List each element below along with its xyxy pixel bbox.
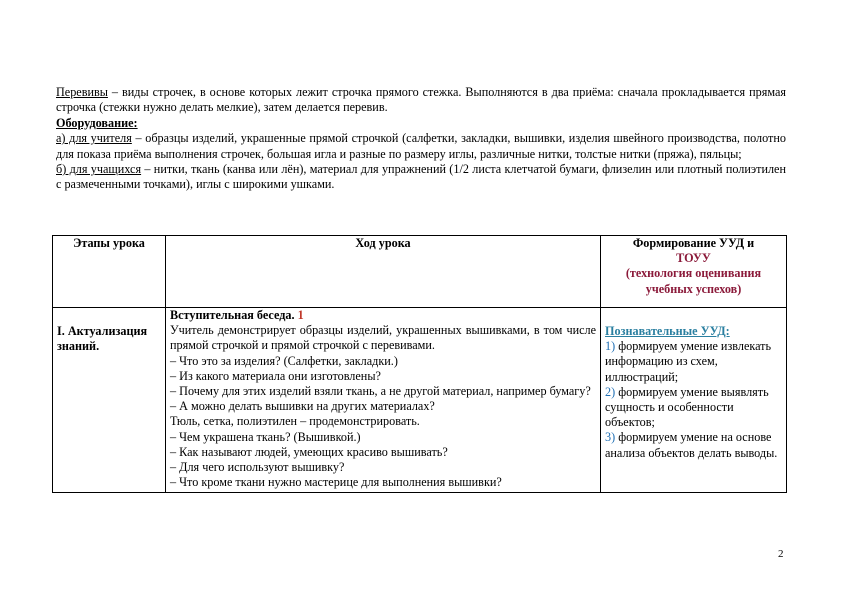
- equipment-teacher: [56, 131, 786, 162]
- equipment-students: [56, 162, 786, 193]
- uud-item-number: 3): [605, 430, 616, 445]
- course-title-number: 1: [297, 308, 304, 322]
- students-label: б) для учащихся: [56, 162, 142, 177]
- uud-item-number: 2): [605, 384, 616, 399]
- teacher-text: – образцы изделий, украшенные прямой строчкой (салфетки, закладки, вышивки, изделия швейного производства, полотно для показа приёма выполнения строчек, большая игла и разные по размеру иглы, различные нитки, толстые нитки (пряжа), пяльцы;: [56, 131, 786, 161]
- term-perevivy: Перевивы: [56, 85, 108, 99]
- lesson-table: [52, 235, 787, 493]
- uud-cell: [601, 308, 787, 493]
- list-item: – Почему для этих изделий взяли ткань, а не другой материал, например бумагу?: [170, 384, 591, 399]
- uud-title: Познавательные УУД:: [605, 324, 730, 338]
- list-item: – Что кроме ткани нужно мастерице для выполнения вышивки?: [170, 475, 502, 490]
- list-item: – А можно делать вышивки на других материалах?: [170, 399, 435, 414]
- list-item: – Для чего используют вышивку?: [170, 460, 345, 475]
- list-item: – Из какого материала они изготовлены?: [170, 368, 381, 383]
- header-touu-desc: (технология оценивания учебных успехов): [625, 266, 762, 296]
- uud-item: [605, 430, 782, 460]
- course-cell: [166, 308, 601, 493]
- pereviv-definition: – виды строчек, в основе которых лежит строчка прямого стежка. Выполняются в два приёма: сначала прокладывается прямая строчка (стежки нужно делать мелкие), затем делается перевив.: [56, 85, 786, 115]
- stage-label: I. Актуализация знаний.: [57, 324, 148, 354]
- table-row: [53, 308, 787, 493]
- page-number: 2: [778, 548, 784, 560]
- course-intro: Учитель демонстрирует образцы изделий, украшенных вышивками, в том числе прямой строчкой и прямой строчкой с перевивами.: [170, 323, 596, 353]
- header-uud-line1: Формирование УУД и: [632, 236, 755, 250]
- paragraph-pereviv: [56, 85, 786, 116]
- uud-item-text: формируем умение выявлять сущность и особенности объектов;: [605, 384, 769, 430]
- uud-item-number: 1): [605, 339, 616, 354]
- uud-item-text: формируем умение на основе анализа объектов делать выводы.: [605, 430, 778, 460]
- table-header-row: [53, 236, 787, 308]
- list-item: – Что это за изделия? (Салфетки, закладки.): [170, 353, 398, 368]
- intro-text: [56, 85, 786, 193]
- uud-item-text: формируем умение извлекать информацию из схем, иллюстраций;: [605, 339, 772, 384]
- uud-item: [605, 385, 782, 431]
- header-touu: ТОУУ: [676, 251, 711, 266]
- header-stages: Этапы урока: [53, 236, 166, 308]
- uud-item: [605, 339, 782, 385]
- header-course: Ход урока: [166, 236, 601, 308]
- equipment-title: Оборудование:: [56, 115, 138, 130]
- list-item: – Как называют людей, умеющих красиво вышивать?: [170, 444, 448, 459]
- list-item: Тюль, сетка, полиэтилен – продемонстрировать.: [170, 414, 420, 429]
- stage-cell: [53, 308, 166, 493]
- header-uud: [601, 236, 787, 308]
- students-text: – нитки, ткань (канва или лён), материал для упражнений (1/2 листа клетчатой бумаги, флизелин или плотный полиэтилен с размеченными точками), иглы с широкими ушками.: [56, 162, 786, 192]
- equipment-heading: [56, 116, 786, 131]
- list-item: – Чем украшена ткань? (Вышивкой.): [170, 429, 361, 444]
- course-title: Вступительная беседа.: [170, 308, 295, 322]
- teacher-label: а) для учителя: [56, 131, 132, 146]
